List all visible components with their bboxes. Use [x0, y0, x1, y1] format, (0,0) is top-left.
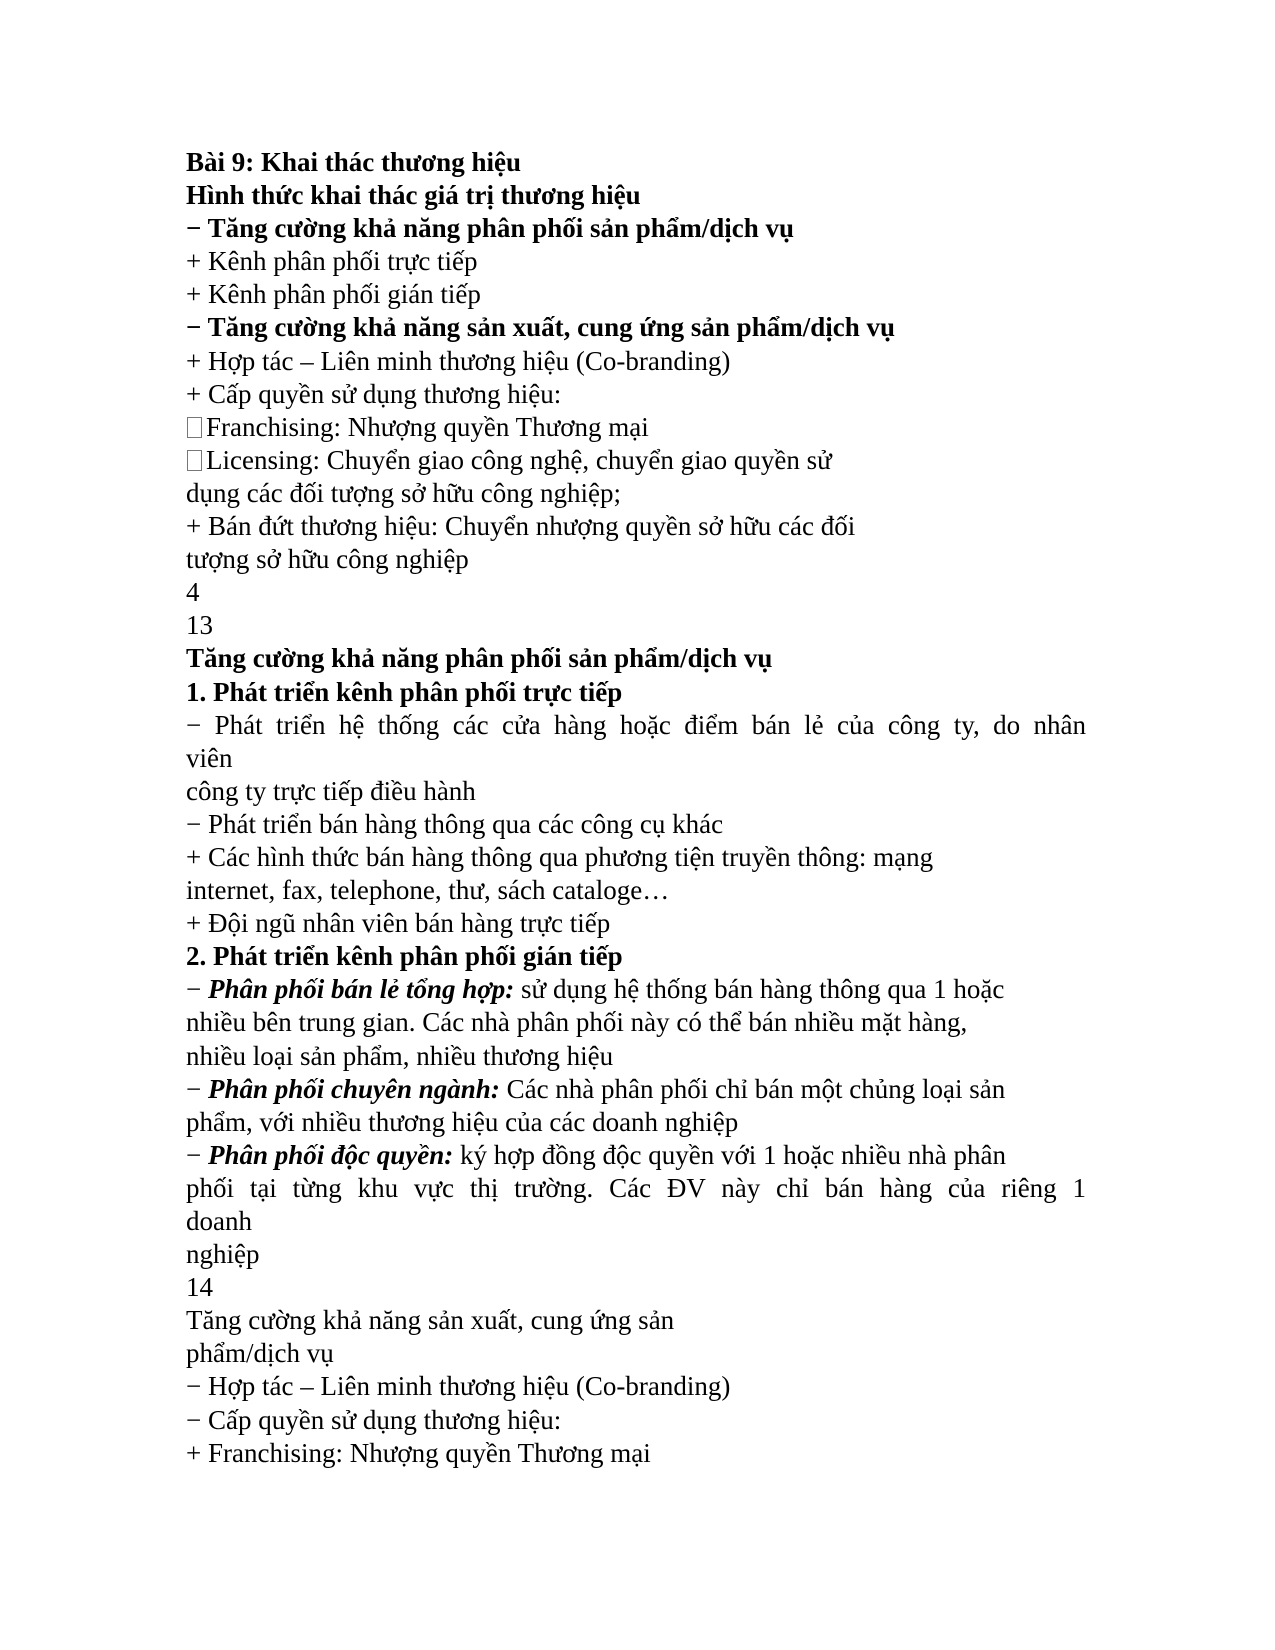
text-line: + Các hình thức bán hàng thông qua phương tiện truyền thông: mạng [186, 841, 934, 872]
text-line: − Phát triển bán hàng thông qua các công cụ khác [186, 808, 724, 839]
page-number: 4 [186, 577, 200, 608]
text-line-content: Franchising: Nhượng quyền Thương mại [206, 411, 649, 442]
dash: − [186, 1139, 208, 1170]
dash: − [186, 1073, 208, 1104]
text-line: dụng các đối tượng sở hữu công nghiệp; [186, 477, 622, 508]
bullet-heading: − Tăng cường khả năng phân phối sản phẩm/dịch vụ [186, 213, 795, 244]
page-number: 13 [186, 610, 213, 641]
text-line: tượng sở hữu công nghiệp [186, 544, 469, 575]
text-line: + Kênh phân phối gián tiếp [186, 279, 481, 310]
section-heading: Hình thức khai thác giá trị thương hiệu [186, 180, 641, 211]
missing-glyph-icon [187, 450, 202, 471]
text-line: − Cấp quyền sử dụng thương hiệu: [186, 1404, 562, 1435]
text-line: + Franchising: Nhượng quyền Thương mại [186, 1437, 651, 1468]
text-line: công ty trực tiếp điều hành [186, 775, 476, 806]
document-page [186, 146, 1086, 1470]
text-line: + Cấp quyền sử dụng thương hiệu: [186, 378, 562, 409]
definition: ký hợp đồng độc quyền với 1 hoặc nhiều nhà phân [453, 1139, 1006, 1170]
text-line: phối tại từng khu vực thị trường. Các ĐV này chỉ bán hàng của riêng 1 [186, 1172, 1086, 1203]
text-line: − Phát triển hệ thống các cửa hàng hoặc điểm bán lẻ của công ty, do nhân [186, 709, 1086, 740]
text-line [186, 411, 1086, 444]
text-line: + Đội ngũ nhân viên bán hàng trực tiếp [186, 908, 611, 939]
text-line: internet, fax, telephone, thư, sách cataloge… [186, 875, 670, 906]
term: Phân phối chuyên ngành: [207, 1073, 500, 1104]
text-line: + Hợp tác – Liên minh thương hiệu (Co-branding) [186, 345, 731, 376]
bullet-heading: − Tăng cường khả năng sản xuất, cung ứng sản phẩm/dịch vụ [186, 312, 895, 343]
term: Phân phối bán lẻ tổng hợp: [207, 974, 515, 1005]
definition: sử dụng hệ thống bán hàng thông qua 1 hoặc [514, 974, 1005, 1005]
text-line: nhiều bên trung gian. Các nhà phân phối này có thể bán nhiều mặt hàng, [186, 1007, 968, 1038]
dash: − [186, 974, 208, 1005]
section-heading: Tăng cường khả năng phân phối sản phẩm/dịch vụ [186, 643, 773, 674]
text-line: nghiệp [186, 1239, 260, 1270]
text-line: Tăng cường khả năng sản xuất, cung ứng sản [186, 1305, 675, 1336]
text-line [186, 444, 1086, 477]
text-line: phẩm/dịch vụ [186, 1338, 334, 1369]
text-line: viên [186, 742, 233, 773]
subsection-heading: 2. Phát triển kênh phân phối gián tiếp [186, 941, 623, 972]
page-number: 14 [186, 1272, 213, 1303]
text-line: nhiều loại sản phẩm, nhiều thương hiệu [186, 1040, 614, 1071]
missing-glyph-icon [187, 417, 202, 438]
definition: Các nhà phân phối chỉ bán một chủng loại sản [499, 1073, 1006, 1104]
text-line: + Kênh phân phối trực tiếp [186, 246, 478, 277]
lesson-title: Bài 9: Khai thác thương hiệu [186, 147, 521, 177]
text-line [186, 1139, 1086, 1172]
text-line: phẩm, với nhiều thương hiệu của các doanh nghiệp [186, 1106, 739, 1137]
term: Phân phối độc quyền: [207, 1139, 454, 1170]
text-line [186, 1073, 1086, 1106]
text-line: − Hợp tác – Liên minh thương hiệu (Co-branding) [186, 1371, 731, 1402]
text-line-content: Licensing: Chuyển giao công nghệ, chuyển giao quyền sử [206, 444, 832, 475]
text-line [186, 973, 1086, 1006]
text-line: + Bán đứt thương hiệu: Chuyển nhượng quyền sở hữu các đối [186, 511, 856, 542]
subsection-heading: 1. Phát triển kênh phân phối trực tiếp [186, 676, 623, 707]
text-line: doanh [186, 1206, 252, 1236]
